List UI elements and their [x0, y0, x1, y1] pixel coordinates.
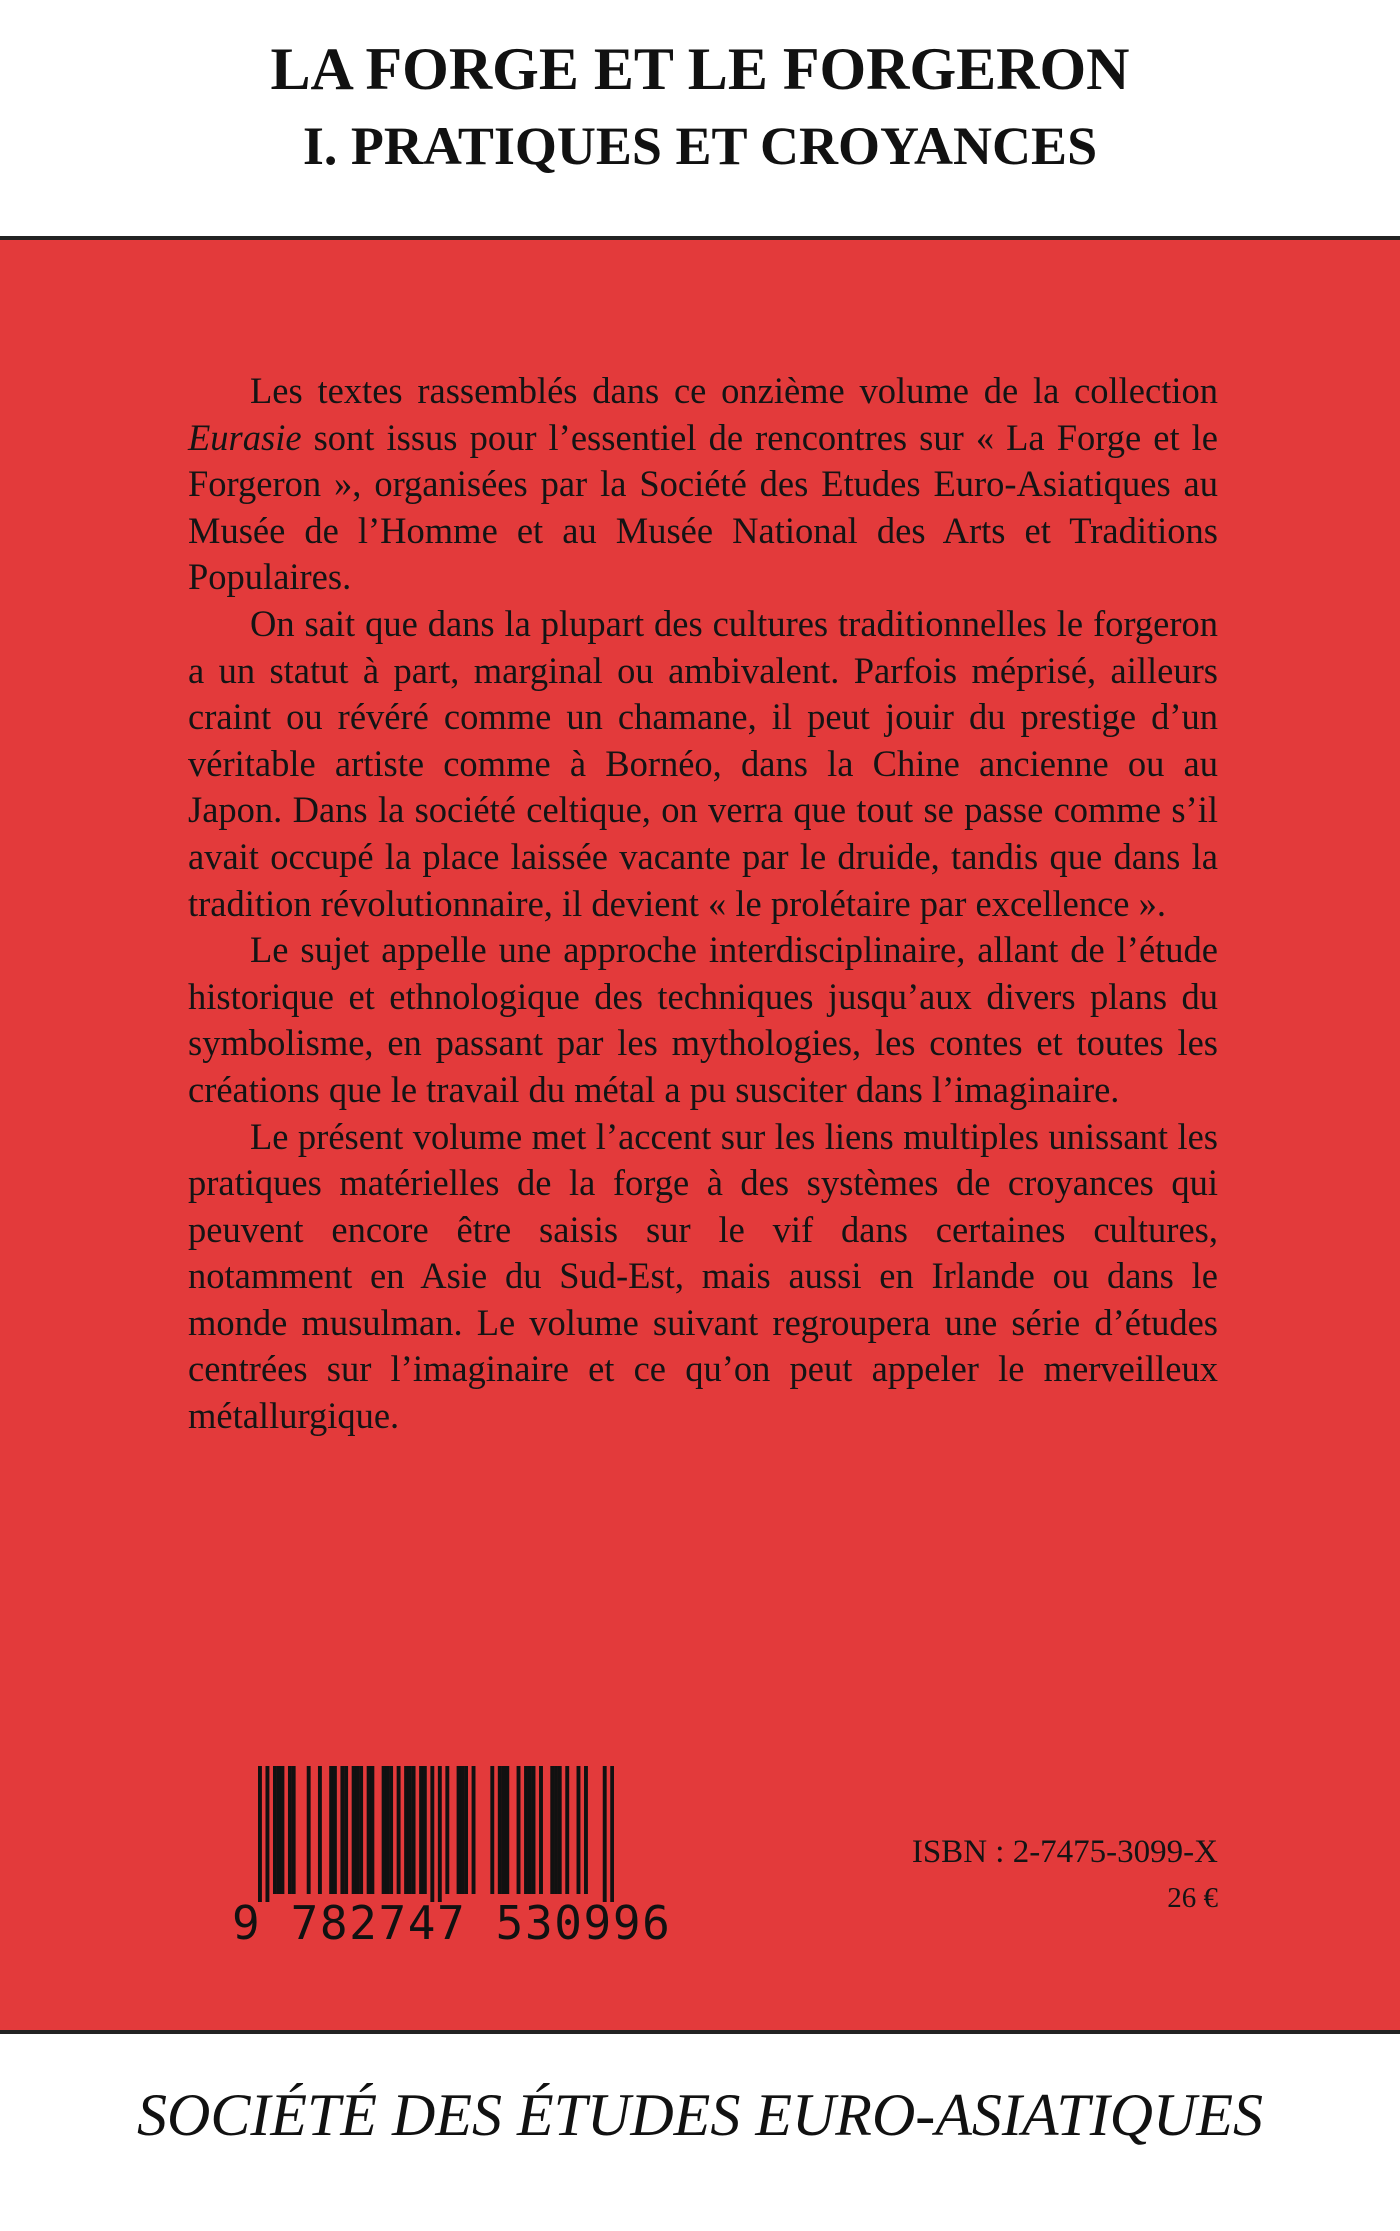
barcode-bar — [539, 1766, 543, 1894]
barcode-bar — [532, 1766, 536, 1894]
barcode-bar — [464, 1766, 468, 1894]
barcode-bar — [355, 1766, 359, 1894]
price-label: 26 € — [1167, 1882, 1218, 1914]
barcode-bar — [367, 1766, 371, 1894]
barcode-bar — [397, 1766, 401, 1894]
barcode-bar — [389, 1766, 393, 1894]
blurb-paragraph-3: Le sujet appelle une approche interdisciplinaire, allant de l’étude historique et ethnologique des techniques jusqu’aux divers plans du symbolisme, en passant par les mythologies, les contes et toutes les créations que le travail du métal a pu susciter dans l’imaginaire. — [188, 929, 1218, 1110]
book-title: LA FORGE ET LE FORGERON — [270, 36, 1130, 102]
barcode-bar — [460, 1766, 464, 1894]
book-subtitle: I. PRATIQUES ET CROYANCES — [302, 116, 1098, 176]
collection-name: Eurasie — [188, 416, 302, 458]
barcode-bar — [565, 1766, 569, 1894]
blurb-paragraph-4: Le présent volume met l’accent sur les liens multiples unissant les pratiques matérielles de la forge à des systèmes de croyances qui peuvent encore être saisis sur le vif dans certaines cultures, notamment en Asie du Sud-Est, mais aussi en Irlande ou dans le monde musulman. Le volume suivant regroupera une série d’études centrées sur l’imaginaire et ce qu’on peut appeler le merveilleux métallurgique. — [188, 1115, 1218, 1437]
barcode-bars — [232, 1766, 614, 1902]
isbn-label: ISBN : 2-7475-3099-X — [911, 1834, 1218, 1870]
barcode-bar — [280, 1766, 284, 1894]
barcode-bar — [603, 1766, 607, 1902]
barcode-bar — [404, 1766, 408, 1894]
title-area — [0, 0, 1400, 236]
barcode-bar — [430, 1766, 434, 1902]
barcode-bar — [344, 1766, 348, 1894]
barcode-bar — [292, 1766, 296, 1894]
barcode-bar — [359, 1766, 363, 1894]
blurb-paragraph-1: Les textes rassemblés dans ce onzième volume de la collection Eurasie sont issus pour l’essentiel de rencontres sur « La Forge et le Forgeron », organisées par la Société des Etudes Euro-Asiatiques au Musée de l’Homme et au Musée National des Arts et Traditions Populaires. — [188, 370, 1218, 598]
barcode-bar — [505, 1766, 509, 1894]
barcode-bar — [352, 1766, 356, 1894]
barcode-bar — [419, 1766, 423, 1894]
barcode-bar — [408, 1766, 412, 1894]
barcode-bar — [554, 1766, 558, 1894]
barcode-bar — [273, 1766, 277, 1894]
barcode-bar — [490, 1766, 494, 1894]
barcode-bar — [329, 1766, 333, 1894]
barcode-bar — [502, 1766, 506, 1894]
barcode-bar — [370, 1766, 374, 1894]
barcode-bar — [528, 1766, 532, 1894]
barcode-bar — [558, 1766, 562, 1894]
barcode-bar — [445, 1766, 449, 1894]
barcode-bar — [517, 1766, 521, 1894]
barcode-bar — [550, 1766, 554, 1894]
barcode-bar — [265, 1766, 269, 1902]
barcode-bar — [385, 1766, 389, 1894]
barcode-bar — [307, 1766, 311, 1894]
barcode-bar — [524, 1766, 528, 1894]
barcode-bar — [498, 1766, 502, 1894]
publisher-name: SOCIÉTÉ DES ÉTUDES EURO-ASIATIQUES — [137, 2082, 1263, 2148]
barcode-bar — [577, 1766, 581, 1894]
barcode-digits: 9 782747 530996 — [232, 1896, 672, 1950]
blurb-paragraph-2: On sait que dans la plupart des cultures traditionnelles le forgeron a un statut à part, marginal ou ambivalent. Parfois méprisé, ailleurs craint ou révéré comme un chamane, il peut jouir du prestige d’un véritable artiste comme à Bornéo, dans la Chine ancienne ou au Japon. Dans la société celtique, on verra que tout se passe comme s’il avait occupé la place laissée vacante par le druide, tandis que dans la tradition révolutionnaire, il devient « le prolétaire par excellence ». — [188, 602, 1218, 924]
barcode-bar — [277, 1766, 281, 1894]
blurb — [188, 368, 1218, 1440]
barcode-bar — [288, 1766, 292, 1894]
barcode-bar — [423, 1766, 427, 1894]
barcode-bar — [438, 1766, 442, 1902]
barcode-bar — [382, 1766, 386, 1894]
barcode-bar — [584, 1766, 588, 1894]
barcode-bar — [412, 1766, 416, 1894]
barcode — [232, 1766, 672, 1966]
barcode-bar — [340, 1766, 344, 1894]
barcode-bar — [318, 1766, 322, 1894]
barcode-bar — [472, 1766, 476, 1894]
back-cover-panel — [0, 240, 1400, 2030]
bottom-divider — [0, 2030, 1400, 2034]
barcode-bar — [258, 1766, 262, 1902]
barcode-bar — [457, 1766, 461, 1894]
barcode-bar — [610, 1766, 614, 1902]
barcode-bar — [333, 1766, 337, 1894]
